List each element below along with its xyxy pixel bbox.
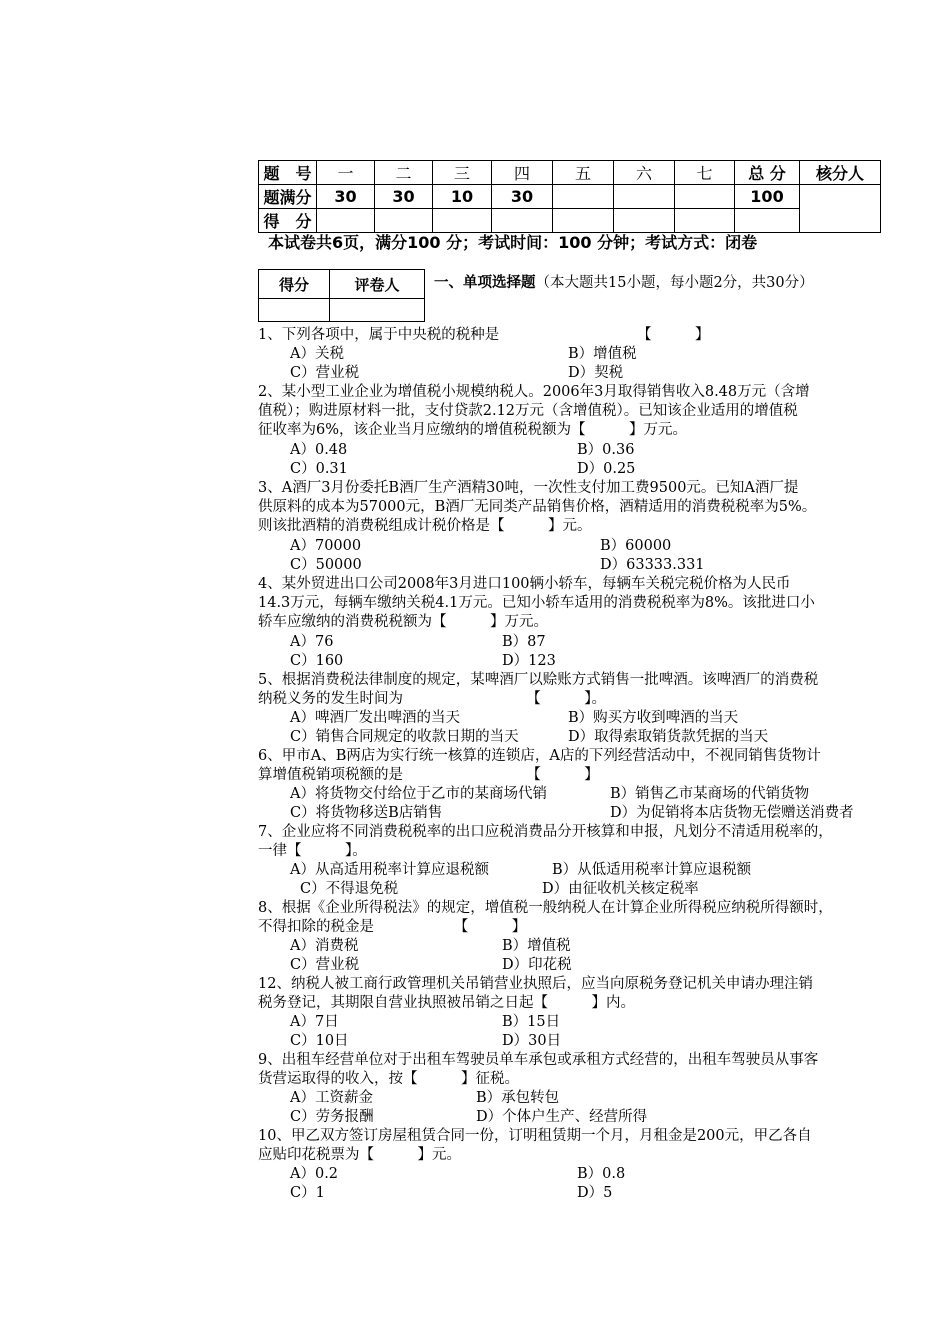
option: C）50000 [290, 557, 362, 573]
grader-table [258, 269, 425, 322]
question-text: 税务登记，其期限自营业执照被吊销之日起【 】内。 [258, 995, 635, 1011]
question-text: 12、纳税人被工商行政管理机关吊销营业执照后，应当向原税务登记机关申请办理注销 [258, 976, 813, 992]
section-title [434, 271, 814, 292]
option: D）30日 [502, 1033, 562, 1049]
option: D）印花税 [502, 957, 572, 973]
option: C）0.31 [290, 461, 348, 477]
question-6 [258, 747, 918, 785]
question-5 [258, 671, 918, 709]
question-text: 10、甲乙双方签订房屋租赁合同一份，订明租赁期一个月，月租金是200元，甲乙各自 [258, 1128, 812, 1144]
score-header-row [259, 161, 881, 185]
question-text: 2、某小型工业企业为增值税小规模纳税人。2006年3月取得销售收入8.48万元（含增 [258, 384, 810, 400]
option: C）营业税 [290, 365, 360, 381]
question-text: 纳税义务的发生时间为 【 】。 [258, 691, 606, 707]
question-text: 一律【 】。 [258, 843, 367, 859]
grader-label: 评卷人 [330, 270, 425, 299]
header-cell: 题 号 [259, 161, 317, 185]
checker-cell [800, 185, 881, 233]
option: D）契税 [568, 365, 624, 381]
header-cell: 七 [675, 161, 735, 185]
score-cell [375, 209, 433, 233]
option: B）60000 [600, 538, 672, 554]
header-cell: 三 [433, 161, 492, 185]
header-cell: 四 [492, 161, 553, 185]
question-text: 轿车应缴纳的消费税税额为【 】万元。 [258, 614, 548, 630]
header-cell: 核分人 [800, 161, 881, 185]
option: B）增值税 [568, 346, 637, 362]
question-text: 值税）；购进原材料一批，支付贷款2.12万元（含增值税）。已知该企业适用的增值税 [258, 403, 798, 419]
header-cell: 六 [614, 161, 675, 185]
question-text: 6、甲市A、B两店为实行统一核算的连锁店，A店的下列经营活动中，不视同销售货物计 [258, 748, 821, 764]
option: A）将货物交付给位于乙市的某商场代销 [290, 786, 547, 802]
option: C）将货物移送B店销售 [290, 805, 443, 821]
full-mark-cell: 100 [735, 185, 800, 209]
grader-cell [330, 299, 425, 322]
option: A）啤酒厂发出啤酒的当天 [290, 710, 460, 726]
question-4 [258, 575, 918, 632]
score-cell [433, 209, 492, 233]
question-text: 不得扣除的税金是 【 】 [258, 919, 527, 935]
option: C）1 [290, 1185, 325, 1201]
question-text: 供原料的成本为57000元，B酒厂无同类产品销售价格，酒精适用的消费税税率为5%。 [258, 499, 817, 515]
full-marks-label: 题满分 [259, 185, 317, 209]
option: B）购买方收到啤酒的当天 [568, 710, 739, 726]
option: B）从低适用税率计算应退税额 [552, 862, 752, 878]
score-cell [317, 209, 375, 233]
full-mark-cell [614, 185, 675, 209]
option: A）消费税 [290, 938, 359, 954]
full-mark-cell [553, 185, 614, 209]
section-note: （本大题共15小题，每小题2分，共30分） [535, 275, 814, 291]
question-text: 8、根据《企业所得税法》的规定，增值税一般纳税人在计算企业所得税应纳税所得额时， [258, 900, 833, 916]
full-mark-cell: 30 [375, 185, 433, 209]
full-marks-row [259, 185, 881, 209]
option: A）工资薪金 [290, 1090, 373, 1106]
question-12 [258, 975, 918, 1013]
question-text: 算增值税销项税额的是 【 】 [258, 767, 599, 783]
question-8 [258, 899, 918, 937]
option: C）10日 [290, 1033, 349, 1049]
header-cell: 二 [375, 161, 433, 185]
question-7 [258, 823, 918, 861]
question-text: 1、下列各项中，属于中央税的税种是 【 】 [258, 327, 710, 343]
question-text: 货营运取得的收入，按【 】征税。 [258, 1071, 519, 1087]
question-9 [258, 1051, 918, 1089]
option: A）0.48 [290, 442, 348, 458]
score-cell [553, 209, 614, 233]
option: D）123 [502, 653, 556, 669]
full-mark-cell: 30 [492, 185, 553, 209]
question-text: 7、企业应将不同消费税税率的出口应税消费品分开核算和申报，凡划分不清适用税率的， [258, 824, 833, 840]
question-text: 4、某外贸进出口公司2008年3月进口100辆小轿车，每辆车关税完税价格为人民币 [258, 576, 791, 592]
option: C）不得退免税 [300, 881, 399, 897]
full-mark-cell: 30 [317, 185, 375, 209]
question-1 [258, 326, 918, 345]
option: A）70000 [290, 538, 362, 554]
score-cell [614, 209, 675, 233]
header-cell: 总 分 [735, 161, 800, 185]
option: D）63333.331 [600, 557, 705, 573]
question-text: 征收率为6%，该企业当月应缴纳的增值税税额为【 】万元。 [258, 422, 688, 438]
option: A）76 [290, 634, 334, 650]
question-text: 9、出租车经营单位对于出租车驾驶员单车承包或承租方式经营的，出租车驾驶员从事客 [258, 1052, 819, 1068]
section-heading: 一、单项选择题 [434, 275, 536, 291]
option: C）160 [290, 653, 344, 669]
score-table [258, 160, 881, 233]
score-row [259, 209, 881, 233]
grader-score-label: 得分 [259, 270, 330, 299]
question-text: 3、A酒厂3月份委托B酒厂生产酒精30吨，一次性支付加工费9500元。已知A酒厂提 [258, 480, 799, 496]
option: D）0.25 [577, 461, 636, 477]
full-mark-cell: 10 [433, 185, 492, 209]
option: B）承包转包 [476, 1090, 560, 1106]
score-label: 得 分 [259, 209, 317, 233]
exam-info: 本试卷共6页，满分100 分；考试时间：100 分钟；考试方式：闭卷 [268, 233, 758, 252]
option: A）从高适用税率计算应退税额 [290, 862, 489, 878]
option: B）0.36 [577, 442, 635, 458]
question-text: 则该批酒精的消费税组成计税价格是【 】元。 [258, 518, 592, 534]
option: B）增值税 [502, 938, 571, 954]
option: D）个体户生产、经营所得 [476, 1109, 648, 1125]
question-3 [258, 479, 918, 536]
score-cell [675, 209, 735, 233]
option: D）由征收机关核定税率 [542, 881, 699, 897]
option: A）关税 [290, 346, 344, 362]
option: B）0.8 [577, 1166, 626, 1182]
question-text: 应贴印花税票为【 】元。 [258, 1147, 461, 1163]
question-10 [258, 1127, 918, 1165]
grader-score-cell [259, 299, 330, 322]
option: B）销售乙市某商场的代销货物 [610, 786, 810, 802]
option: C）劳务报酬 [290, 1109, 374, 1125]
question-text: 14.3万元，每辆车缴纳关税4.1万元。已知小轿车适用的消费税税率为8%。该批进口小 [258, 595, 815, 611]
option: D）5 [577, 1185, 613, 1201]
option: A）0.2 [290, 1166, 339, 1182]
score-cell [735, 209, 800, 233]
header-cell: 五 [553, 161, 614, 185]
full-mark-cell [675, 185, 735, 209]
option: B）87 [502, 634, 546, 650]
option: B）15日 [502, 1014, 561, 1030]
header-cell: 一 [317, 161, 375, 185]
option: D）取得索取销货款凭据的当天 [568, 729, 769, 745]
option: C）营业税 [290, 957, 360, 973]
question-text: 5、根据消费税法律制度的规定，某啤酒厂以赊账方式销售一批啤酒。该啤酒厂的消费税 [258, 672, 819, 688]
question-2 [258, 383, 918, 440]
option: A）7日 [290, 1014, 339, 1030]
option: C）销售合同规定的收款日期的当天 [290, 729, 519, 745]
option: D）为促销将本店货物无偿赠送消费者 [610, 805, 854, 821]
score-cell [492, 209, 553, 233]
